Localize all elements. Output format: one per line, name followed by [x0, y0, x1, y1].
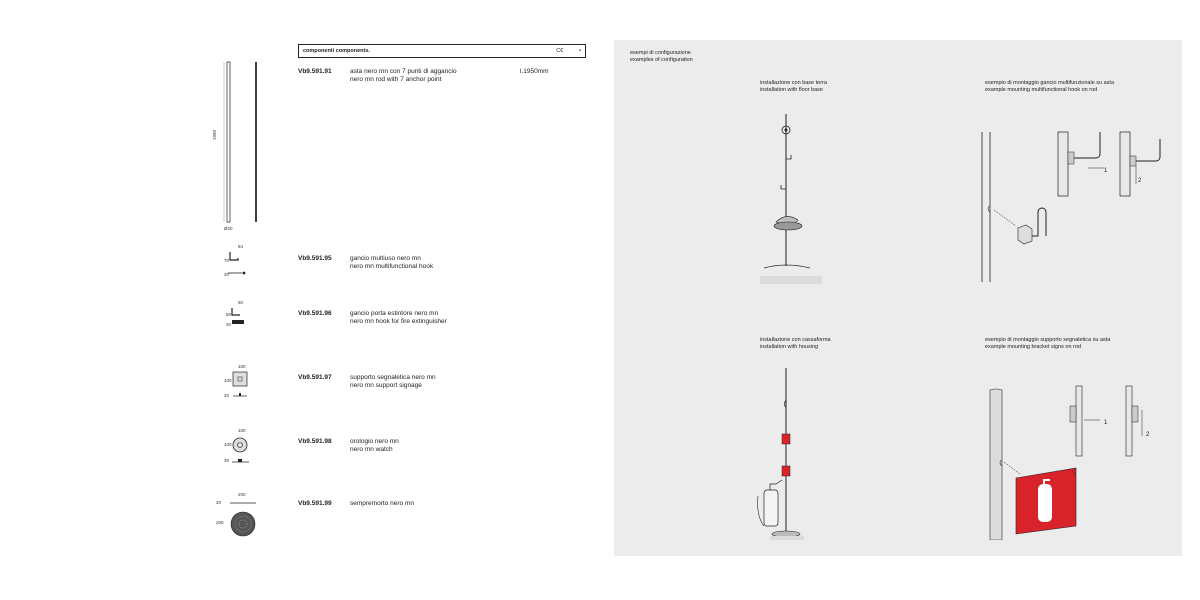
component-desc-it: gancio multiuso nero mn — [350, 255, 421, 262]
component-desc-en: nero mn hook for fire extinguisher — [350, 318, 447, 325]
hook-mount-illustration — [980, 126, 1170, 286]
callout-label-2: 2 — [1146, 432, 1150, 438]
component-desc-it: gancio porta estintore nero mn — [350, 310, 439, 317]
component-code: Vb9.591.96 — [298, 310, 332, 317]
component-desc-en: nero mn watch — [350, 446, 393, 453]
sign-height-dim: 100 — [224, 378, 232, 383]
configuration-title: esempi di configurazione examples of configuration — [630, 50, 693, 63]
housing-illustration — [752, 364, 822, 544]
fire-hook-drawing — [228, 305, 252, 329]
component-desc-it: supporto segnaletica nero mn — [350, 374, 436, 381]
config-caption-floor-base: installazione con base terra installation with floor base — [760, 80, 827, 93]
fire-hook-height-dim: 50 — [226, 312, 232, 317]
component-row — [298, 374, 520, 390]
component-code: Vb9.591.97 — [298, 374, 332, 381]
component-size: l.1950mm — [520, 68, 549, 75]
ce-mark: C€ — [556, 48, 564, 54]
component-row — [298, 310, 520, 326]
watch-depth-dim: 30 — [224, 458, 230, 463]
component-desc-it: orologio nero mn — [350, 438, 399, 445]
rod-diam-dim: Ø20 — [224, 226, 233, 231]
component-desc-en: nero mn multifunctional hook — [350, 263, 434, 270]
info-icon: • — [579, 48, 581, 54]
component-code: Vb9.591.98 — [298, 438, 332, 445]
config-caption-housing: installazione con cassaforma installation with housing — [760, 337, 831, 350]
hook-depth-dim: 20 — [224, 272, 230, 277]
sign-support-drawing — [230, 368, 254, 402]
component-row — [298, 438, 520, 454]
fire-hook-width-dim: 60 — [238, 300, 244, 305]
component-code: Vb9.591.91 — [298, 68, 332, 75]
component-desc-it: asta nero mn con 7 punti di aggancio — [350, 68, 457, 75]
callout-label-1: 1 — [1104, 420, 1108, 426]
rod-height-dim: 1950 — [212, 129, 217, 140]
sign-depth-dim: 20 — [224, 393, 230, 398]
config-caption-hook-mount: esempio di montaggio gancio multifunzionale su asta example mounting multifunctional hook on rod — [985, 80, 1115, 93]
component-row — [298, 500, 520, 508]
sempremorto-drawing — [226, 496, 262, 542]
fire-hook-depth-dim: 20 — [226, 322, 232, 327]
watch-height-dim: 100 — [224, 442, 232, 447]
component-desc-it: sempremorto nero mn — [350, 500, 414, 507]
hook-width-dim: 84 — [238, 244, 244, 249]
sign-mount-illustration — [980, 380, 1170, 540]
callout-label-1: 1 — [1104, 168, 1108, 174]
component-code: Vb9.591.99 — [298, 500, 332, 507]
semp-height-dim: 200 — [216, 520, 224, 525]
callout-label-2: 2 — [1138, 178, 1142, 184]
watch-drawing — [230, 434, 254, 468]
sign-width-dim: 100 — [238, 364, 246, 369]
components-title: componenti components. — [303, 48, 370, 54]
component-row — [298, 255, 520, 271]
component-row — [298, 68, 580, 84]
semp-depth-dim: 20 — [216, 500, 222, 505]
rod-drawing — [214, 56, 274, 236]
watch-width-dim: 100 — [238, 428, 246, 433]
component-desc-en: nero mn rod with 7 anchor point — [350, 76, 442, 83]
semp-width-dim: 200 — [238, 492, 246, 497]
config-caption-sign-mount: esempio di montaggio supporto segnaletica su asta example mounting bracket signs on rod — [985, 337, 1111, 350]
floor-base-illustration — [756, 104, 826, 284]
component-code: Vb9.591.95 — [298, 255, 332, 262]
hook-height-dim: 70 — [224, 258, 230, 263]
components-header — [298, 44, 586, 58]
component-desc-en: nero mn support signage — [350, 382, 422, 389]
